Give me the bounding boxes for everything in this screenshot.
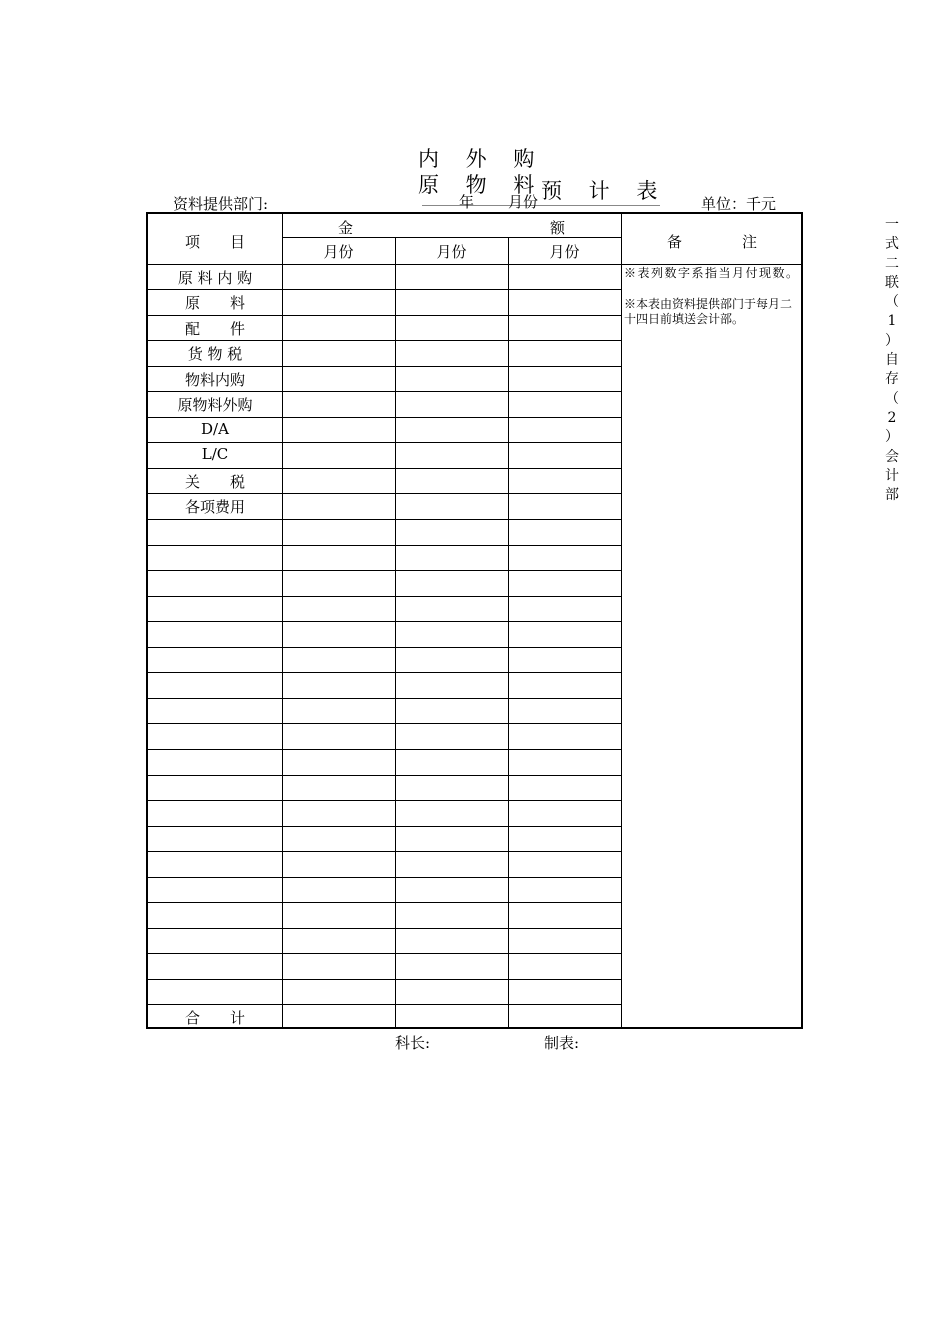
- amount-cell[interactable]: [395, 877, 508, 903]
- side-note-char: 存: [885, 371, 899, 388]
- amount-cell[interactable]: [508, 647, 621, 673]
- side-note-char: ）: [885, 332, 899, 349]
- amount-cell[interactable]: [508, 621, 621, 647]
- side-note-char: 部: [885, 487, 899, 504]
- item-header: 项 目: [184, 233, 245, 251]
- amount-cell[interactable]: [282, 928, 395, 954]
- side-note-char: 一: [885, 217, 899, 233]
- amount-cell[interactable]: [282, 519, 395, 545]
- amount-cell[interactable]: [282, 1004, 395, 1030]
- amount-cell[interactable]: [282, 953, 395, 979]
- date-underline: [422, 205, 660, 206]
- amount-cell[interactable]: [282, 570, 395, 596]
- amount-cell[interactable]: [282, 698, 395, 724]
- amount-cell[interactable]: [508, 519, 621, 545]
- amount-cell[interactable]: [508, 723, 621, 749]
- month-col-3: 月份: [549, 243, 580, 261]
- amount-cell[interactable]: [395, 902, 508, 928]
- amount-cell[interactable]: [282, 493, 395, 519]
- amount-cell[interactable]: [508, 493, 621, 519]
- amount-cell[interactable]: [395, 596, 508, 622]
- amount-cell[interactable]: [508, 826, 621, 852]
- amount-cell[interactable]: [508, 366, 621, 392]
- col-divider: [621, 214, 622, 1027]
- amount-cell[interactable]: [395, 391, 508, 417]
- amount-header-right: 额: [550, 219, 566, 237]
- amount-cell[interactable]: [395, 442, 508, 468]
- amount-cell[interactable]: [282, 851, 395, 877]
- amount-cell[interactable]: [508, 468, 621, 494]
- month-label: 月份: [508, 193, 539, 211]
- amount-cell[interactable]: [508, 264, 621, 290]
- amount-cell[interactable]: [395, 723, 508, 749]
- amount-cell[interactable]: [508, 570, 621, 596]
- year-label: 年: [459, 193, 475, 211]
- amount-cell[interactable]: [395, 800, 508, 826]
- amount-cell[interactable]: [508, 851, 621, 877]
- amount-cell[interactable]: [395, 621, 508, 647]
- chief-label: 科长:: [395, 1034, 431, 1052]
- prepared-label: 制表:: [544, 1034, 580, 1052]
- amount-cell[interactable]: [395, 775, 508, 801]
- amount-cell[interactable]: [508, 902, 621, 928]
- amount-cell[interactable]: [282, 749, 395, 775]
- amount-cell[interactable]: [395, 493, 508, 519]
- amount-cell[interactable]: [395, 289, 508, 315]
- side-note-char: 二: [885, 255, 899, 272]
- side-note-vertical: [883, 216, 901, 505]
- amount-cell[interactable]: [282, 877, 395, 903]
- side-note-char: 式: [885, 236, 899, 253]
- row-label: 合 计: [184, 1009, 245, 1028]
- amount-cell[interactable]: [508, 1004, 621, 1030]
- amount-cell[interactable]: [508, 340, 621, 366]
- amount-cell[interactable]: [508, 596, 621, 622]
- remarks-header: 备 注: [666, 233, 757, 251]
- month-col-2: 月份: [436, 243, 467, 261]
- amount-cell[interactable]: [395, 366, 508, 392]
- month-col-1: 月份: [323, 243, 354, 261]
- amount-cell[interactable]: [282, 264, 395, 290]
- amount-cell[interactable]: [508, 928, 621, 954]
- amount-cell[interactable]: [508, 289, 621, 315]
- amount-cell[interactable]: [282, 596, 395, 622]
- side-note-char: （: [885, 294, 899, 311]
- side-note-char: （: [885, 390, 899, 407]
- amount-cell[interactable]: [395, 953, 508, 979]
- amount-cell[interactable]: [508, 442, 621, 468]
- amount-cell[interactable]: [508, 545, 621, 571]
- remarks-note-2: ※本表由资料提供部门于每月二十四日前填送会计部。: [624, 297, 793, 326]
- side-note-char: 计: [885, 467, 899, 484]
- amount-cell[interactable]: [395, 1004, 508, 1030]
- side-note-char: 1: [887, 313, 897, 330]
- row-label: L/C: [201, 445, 229, 464]
- amount-cell[interactable]: [508, 315, 621, 341]
- amount-cell[interactable]: [395, 264, 508, 290]
- amount-cell[interactable]: [282, 647, 395, 673]
- amount-cell[interactable]: [508, 877, 621, 903]
- amount-cell[interactable]: [282, 366, 395, 392]
- amount-cell[interactable]: [282, 979, 395, 1005]
- amount-cell[interactable]: [282, 315, 395, 341]
- unit-label: 单位：千元: [701, 195, 777, 213]
- side-note-char: 自: [885, 352, 899, 369]
- amount-header-divider: [282, 237, 621, 238]
- side-note-char: 会: [885, 448, 899, 465]
- amount-cell[interactable]: [282, 621, 395, 647]
- amount-cell[interactable]: [282, 775, 395, 801]
- side-note-char: ）: [885, 429, 899, 446]
- amount-cell[interactable]: [508, 979, 621, 1005]
- forecast-table: [146, 212, 803, 1029]
- amount-cell[interactable]: [395, 749, 508, 775]
- row-label: D/A: [201, 419, 229, 438]
- row-label: 原物料外购: [177, 396, 253, 415]
- amount-cell[interactable]: [282, 391, 395, 417]
- amount-cell[interactable]: [282, 340, 395, 366]
- amount-cell[interactable]: [508, 800, 621, 826]
- amount-cell[interactable]: [508, 417, 621, 443]
- title-line-1: 内 外 购: [418, 147, 545, 171]
- amount-cell[interactable]: [508, 953, 621, 979]
- amount-header-left: 金: [338, 219, 354, 237]
- amount-cell[interactable]: [508, 698, 621, 724]
- amount-cell[interactable]: [395, 928, 508, 954]
- amount-cell[interactable]: [282, 545, 395, 571]
- side-note-char: 联: [885, 274, 899, 291]
- row-label: 各项费用: [184, 498, 245, 517]
- row-label: 原 料: [184, 294, 245, 313]
- amount-cell[interactable]: [395, 647, 508, 673]
- amount-cell[interactable]: [395, 979, 508, 1005]
- amount-cell[interactable]: [282, 672, 395, 698]
- amount-cell[interactable]: [395, 570, 508, 596]
- amount-cell[interactable]: [282, 723, 395, 749]
- amount-cell[interactable]: [282, 468, 395, 494]
- dept-label: 资料提供部门:: [173, 195, 269, 213]
- amount-cell[interactable]: [282, 826, 395, 852]
- amount-cell[interactable]: [508, 672, 621, 698]
- title-line-2-suffix: 预 计 表: [541, 179, 668, 203]
- row-label: 原 料 内 购: [177, 268, 253, 287]
- amount-cell[interactable]: [395, 340, 508, 366]
- amount-cell[interactable]: [508, 749, 621, 775]
- amount-cell[interactable]: [395, 672, 508, 698]
- row-label: 货 物 税: [187, 345, 243, 364]
- amount-cell[interactable]: [508, 391, 621, 417]
- amount-cell[interactable]: [395, 417, 508, 443]
- title-line-2: 原 物 料: [418, 173, 545, 197]
- side-note-char: 2: [887, 409, 897, 426]
- row-label: 物料内购: [184, 370, 245, 389]
- row-label: 关 税: [184, 472, 245, 491]
- amount-cell[interactable]: [508, 775, 621, 801]
- amount-cell[interactable]: [395, 698, 508, 724]
- amount-cell[interactable]: [395, 826, 508, 852]
- row-label: 配 件: [184, 319, 245, 338]
- amount-cell[interactable]: [282, 442, 395, 468]
- amount-cell[interactable]: [395, 851, 508, 877]
- amount-cell[interactable]: [282, 417, 395, 443]
- amount-cell[interactable]: [282, 800, 395, 826]
- amount-cell[interactable]: [395, 519, 508, 545]
- amount-cell[interactable]: [282, 289, 395, 315]
- amount-cell[interactable]: [282, 902, 395, 928]
- amount-cell[interactable]: [395, 315, 508, 341]
- amount-cell[interactable]: [395, 468, 508, 494]
- amount-cell[interactable]: [395, 545, 508, 571]
- remarks-note-1: ※表列数字系指当月付现数。: [624, 266, 800, 280]
